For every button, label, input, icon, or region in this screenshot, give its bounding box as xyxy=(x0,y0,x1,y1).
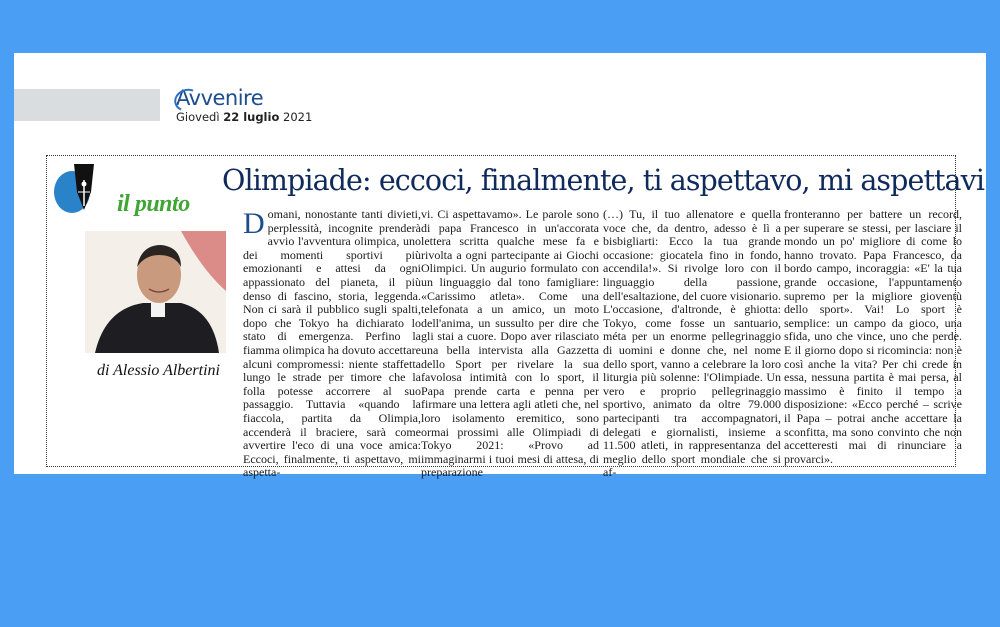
article-headline: Olimpiade: eccoci, finalmente, ti aspettavo, mi aspettavi xyxy=(222,164,985,197)
article-box xyxy=(46,155,985,480)
fountain-pen-icon xyxy=(69,162,99,214)
article-column-3: (…) Tu, il tuo allenatore e quella voce che, da dentro, adesso è lì a bisbigliarti: Ecco la tua grande occasione: giocatela fino in fondo, accendila!». Si rivolge loro con il linguaggio della passione, dell'esaltazione, del cuore visionario. L'occasione, d'altronde, è ghiotta: Tokyo, come fosse un santuario, méta per un enorme pellegrinaggio di uomini e donne che, nel nome dello sport, vanno a celebrare la loro liturgia più solenne: l'Olimpiade. Un vero e proprio pellegrinaggio sportivo, animato da oltre 79.000 partecipanti tra accompagnatori, delegati e giornalisti, insieme a 11.500 atleti, in rappresentanza del meglio dello sport mondiale che si af- xyxy=(603,207,781,480)
article-column-1: Domani, nonostante tanti divieti, perplessità, incognite prenderà avvio l'avventura olimpica, uno dei momenti sportivi più emozionanti e attesi da ogni appassionato del pianeta, il più denso di fascino, storia, leggenda. Non ci sarà il pubblico sugli spalti, dopo che Tokyo ha dichiarato lo stato di emergenza. Perfino la fiamma olimpica ha dovuto accettare alcuni compromessi: niente staffetta lungo le strade per timore che la folla potesse accorrere al suo passaggio. Tuttavia «quando la fiaccola, partita da Olimpia, accenderà il braciere, sarà come avvertire l'eco di una voce amica: Eccoci, finalmente, ti aspettavo, mi aspetta- xyxy=(243,207,421,480)
author-portrait-image xyxy=(85,231,226,353)
masthead xyxy=(176,87,316,127)
article-column-2: vi. Ci aspettavamo». Le parole sono di papa Francesco in un'accorata lettera scritta qualche mese fa e rivolta a ogni partecipante ai Giochi Olimpici. Un augurio formulato con un linguaggio dal tono famigliare: «Carissimo atleta». Come una telefonata a un amico, un moto dell'anima, un sussulto per dire che gli stai a cuore. Dopo aver rilasciato una bella intervista alla Gazzetta dello Sport per rivelare la sua favolosa intimità con lo sport, il Papa prende carta e penna per firmare una lettera agli atleti che, nel loro isolamento eremitico, sono ormai prossimi alle Olimpiadi di Tokyo 2021: «Provo ad immaginarmi i tuoi mesi di attesa, di preparazione xyxy=(421,207,599,480)
newspaper-logo: Avvenire xyxy=(176,87,316,109)
issue-date: Giovedì 22 luglio 2021 xyxy=(176,110,313,124)
gray-band xyxy=(14,89,160,121)
author-photo xyxy=(85,231,226,353)
rubric-label: il punto xyxy=(117,191,190,217)
newspaper-page xyxy=(14,53,986,480)
article-column-4: fronteranno per battere un record, per superare se stessi, per lasciare il mondo un po' migliore di come lo hanno trovato. Papa Francesco, da bordo campo, incoraggia: «E' la tua grande occasione, l'appuntamento supremo per la migliore gioventù dello sport». Vai! Lo sport è semplice: un campo da gioco, una sfida, uno che vince, uno che perde. E il giorno dopo si ricomincia: non è così anche la vita? Per chi crede in essa, nessuna partita è mai persa, al massimo è finito il tempo a disposizione: «Ecco perché – scrive il Papa – potrai anche accettare la sconfitta, ma sono convinto che non accetteresti mai di rinunciare a provarci». xyxy=(784,207,962,466)
drop-cap: D xyxy=(243,207,265,240)
author-byline: di Alessio Albertini xyxy=(97,362,220,379)
